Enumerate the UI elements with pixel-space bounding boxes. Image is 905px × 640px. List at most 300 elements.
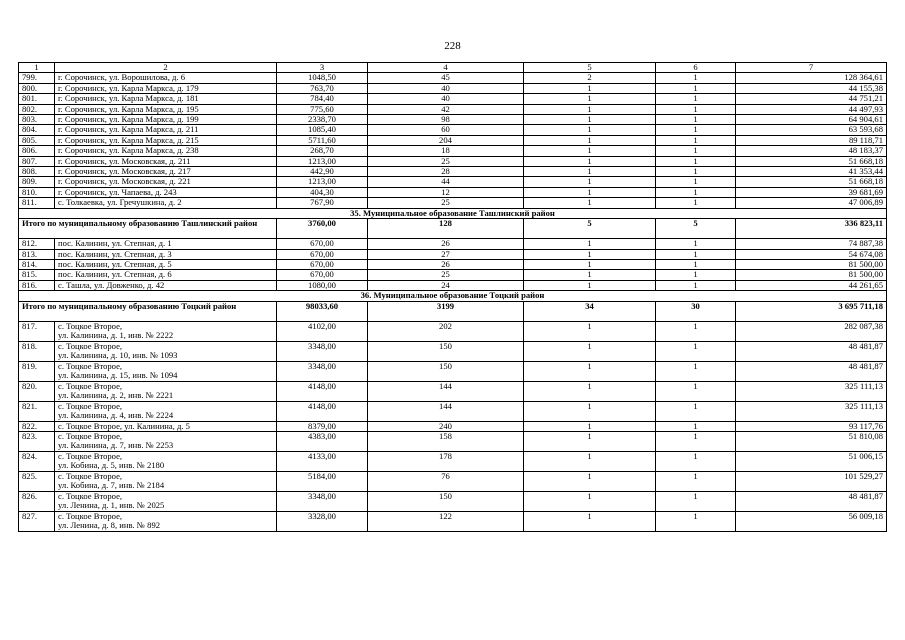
address-line: с. Толкаевка, ул. Гречушкина, д. 2 <box>58 197 182 208</box>
column-number: 4 <box>368 63 524 73</box>
col5-cell: 1 <box>524 146 656 156</box>
col5-cell: 1 <box>524 421 656 431</box>
address-line: пос. Калинин, ул. Степная, д. 3 <box>58 249 172 259</box>
col5-cell: 1 <box>524 239 656 249</box>
address-line: г. Сорочинск, ул. Ворошилова, д. 6 <box>58 72 186 83</box>
address-line: с. Ташла, ул. Довженко, д. 42 <box>58 280 165 290</box>
table-row <box>19 115 887 125</box>
col4-cell: 202 <box>368 321 524 341</box>
address-cell <box>55 381 277 401</box>
col5-cell: 1 <box>524 381 656 401</box>
col6-cell: 1 <box>656 249 736 259</box>
area-cell: 670,00 <box>277 270 368 280</box>
row-number: 816. <box>19 280 55 290</box>
col7-cell: 51 810,08 <box>736 431 887 451</box>
area-cell: 5184,00 <box>277 471 368 491</box>
total-label: Итого по муниципальному образованию Ташлинский район <box>19 219 277 239</box>
col7-cell: 64 904,61 <box>736 115 887 125</box>
row-number: 809. <box>19 177 55 187</box>
table-row <box>19 321 887 341</box>
col4-cell: 144 <box>368 381 524 401</box>
address-cell <box>55 73 277 83</box>
address-cell <box>55 270 277 280</box>
table-row <box>19 167 887 177</box>
col5-cell: 1 <box>524 198 656 208</box>
col7-cell: 51 668,18 <box>736 177 887 187</box>
col4-cell: 40 <box>368 83 524 93</box>
table-row <box>19 280 887 290</box>
row-number: 824. <box>19 451 55 471</box>
row-number: 805. <box>19 135 55 145</box>
row-number: 814. <box>19 259 55 269</box>
row-number: 815. <box>19 270 55 280</box>
address-line: г. Сорочинск, ул. Карла Маркса, д. 215 <box>58 135 199 145</box>
col4-cell: 150 <box>368 341 524 361</box>
row-number: 827. <box>19 511 55 531</box>
row-number: 822. <box>19 421 55 431</box>
col6-cell: 1 <box>656 341 736 361</box>
col5-cell: 1 <box>524 187 656 197</box>
address-cell <box>55 471 277 491</box>
address-line: ул. Калинина, д. 4, инв. № 2224 <box>58 409 174 420</box>
address-line: ул. Калинина, д. 2, инв. № 2221 <box>58 389 174 400</box>
col5-cell: 1 <box>524 321 656 341</box>
col7-cell: 48 183,37 <box>736 146 887 156</box>
table-row <box>19 249 887 259</box>
table-row <box>19 431 887 451</box>
row-number: 801. <box>19 94 55 104</box>
col7-cell: 63 593,68 <box>736 125 887 135</box>
address-line: с. Тоцкое Второе, ул. Калинина, д. 5 <box>58 421 190 431</box>
area-cell: 767,90 <box>277 198 368 208</box>
address-cell <box>55 156 277 166</box>
row-number: 818. <box>19 341 55 361</box>
address-line: г. Сорочинск, ул. Московская, д. 221 <box>58 176 191 187</box>
col4-cell: 28 <box>368 167 524 177</box>
row-number: 810. <box>19 187 55 197</box>
col6-cell: 1 <box>656 511 736 531</box>
address-cell <box>55 491 277 511</box>
col4-cell: 178 <box>368 451 524 471</box>
address-line: г. Сорочинск, ул. Карла Маркса, д. 211 <box>58 124 199 135</box>
address-cell <box>55 177 277 187</box>
address-line: ул. Ленина, д. 8, инв. № 892 <box>58 520 161 531</box>
address-line: г. Сорочинск, ул. Карла Маркса, д. 195 <box>58 104 199 114</box>
table-row <box>19 177 887 187</box>
col4-cell: 24 <box>368 280 524 290</box>
table-row <box>19 125 887 135</box>
col6-cell: 1 <box>656 280 736 290</box>
col5-cell: 1 <box>524 491 656 511</box>
area-cell: 4102,00 <box>277 321 368 341</box>
col6-cell: 1 <box>656 83 736 93</box>
col7-cell: 54 674,08 <box>736 249 887 259</box>
col6-cell: 1 <box>656 381 736 401</box>
address-cell <box>55 115 277 125</box>
col4-cell: 144 <box>368 401 524 421</box>
row-number: 825. <box>19 471 55 491</box>
address-cell <box>55 104 277 114</box>
column-number: 3 <box>277 63 368 73</box>
table-row <box>19 471 887 491</box>
area-cell: 775,60 <box>277 104 368 114</box>
total-col5: 34 <box>524 301 656 321</box>
col5-cell: 1 <box>524 115 656 125</box>
table-row <box>19 491 887 511</box>
col5-cell: 1 <box>524 249 656 259</box>
table-row <box>19 146 887 156</box>
row-number: 802. <box>19 104 55 114</box>
address-line: г. Сорочинск, ул. Карла Маркса, д. 199 <box>58 114 199 125</box>
col7-cell: 48 481,87 <box>736 361 887 381</box>
area-cell: 4133,00 <box>277 451 368 471</box>
col4-cell: 26 <box>368 259 524 269</box>
col6-cell: 1 <box>656 115 736 125</box>
col6-cell: 1 <box>656 270 736 280</box>
total-row <box>19 219 887 239</box>
address-line: г. Сорочинск, ул. Карла Маркса, д. 179 <box>58 83 199 93</box>
row-number: 804. <box>19 125 55 135</box>
row-number: 808. <box>19 167 55 177</box>
area-cell: 4148,00 <box>277 381 368 401</box>
col7-cell: 44 751,21 <box>736 94 887 104</box>
col7-cell: 47 006,89 <box>736 198 887 208</box>
column-number: 2 <box>55 63 277 73</box>
address-cell <box>55 94 277 104</box>
total-col4: 3199 <box>368 301 524 321</box>
col7-cell: 51 668,18 <box>736 156 887 166</box>
address-line: с. Тоцкое Второе, <box>58 471 123 481</box>
col5-cell: 2 <box>524 73 656 83</box>
col5-cell: 1 <box>524 471 656 491</box>
area-cell: 5711,60 <box>277 135 368 145</box>
col4-cell: 150 <box>368 361 524 381</box>
col5-cell: 1 <box>524 270 656 280</box>
col7-cell: 101 529,27 <box>736 471 887 491</box>
address-line: пос. Калинин, ул. Степная, д. 1 <box>58 238 172 249</box>
col6-cell: 1 <box>656 146 736 156</box>
area-cell: 8379,00 <box>277 421 368 431</box>
row-number: 800. <box>19 83 55 93</box>
area-cell: 3348,00 <box>277 341 368 361</box>
col4-cell: 18 <box>368 146 524 156</box>
col7-cell: 39 681,69 <box>736 187 887 197</box>
column-numbers-row <box>19 63 887 73</box>
address-line: г. Сорочинск, ул. Чапаева, д. 243 <box>58 187 177 197</box>
col4-cell: 25 <box>368 156 524 166</box>
col6-cell: 1 <box>656 94 736 104</box>
col7-cell: 89 118,71 <box>736 135 887 145</box>
address-cell <box>55 187 277 197</box>
col6-cell: 1 <box>656 451 736 471</box>
area-cell: 1213,00 <box>277 177 368 187</box>
col7-cell: 48 481,87 <box>736 341 887 361</box>
row-number: 806. <box>19 146 55 156</box>
area-cell: 3348,00 <box>277 491 368 511</box>
col5-cell: 1 <box>524 280 656 290</box>
address-line: ул. Кобина, д. 5, инв. № 2180 <box>58 460 165 471</box>
address-cell <box>55 341 277 361</box>
col7-cell: 44 261,65 <box>736 280 887 290</box>
col6-cell: 1 <box>656 125 736 135</box>
area-cell: 3348,00 <box>277 361 368 381</box>
table-row <box>19 135 887 145</box>
table-row <box>19 259 887 269</box>
area-cell: 3328,00 <box>277 511 368 531</box>
address-line: с. Тоцкое Второе, <box>58 361 123 371</box>
table-body <box>19 63 887 532</box>
total-col5: 5 <box>524 219 656 239</box>
col4-cell: 204 <box>368 135 524 145</box>
col5-cell: 1 <box>524 135 656 145</box>
address-cell <box>55 146 277 156</box>
col7-cell: 282 087,38 <box>736 321 887 341</box>
total-label: Итого по муниципальному образованию Тоцкий район <box>19 301 277 321</box>
section-title: 35. Муниципальное образование Ташлинский район <box>19 208 887 218</box>
col6-cell: 1 <box>656 167 736 177</box>
address-cell <box>55 431 277 451</box>
column-number: 5 <box>524 63 656 73</box>
col7-cell: 41 353,44 <box>736 167 887 177</box>
area-cell: 4148,00 <box>277 401 368 421</box>
table-row <box>19 83 887 93</box>
col6-cell: 1 <box>656 321 736 341</box>
address-cell <box>55 361 277 381</box>
col4-cell: 44 <box>368 177 524 187</box>
area-cell: 1048,50 <box>277 73 368 83</box>
col7-cell: 56 009,18 <box>736 511 887 531</box>
row-number: 817. <box>19 321 55 341</box>
area-cell: 268,70 <box>277 146 368 156</box>
address-line: с. Тоцкое Второе, <box>58 451 123 461</box>
col7-cell: 51 006,15 <box>736 451 887 471</box>
table-row <box>19 341 887 361</box>
col5-cell: 1 <box>524 94 656 104</box>
address-line: ул. Кобина, д. 7, инв. № 2184 <box>58 480 165 491</box>
table-row <box>19 73 887 83</box>
table-row <box>19 421 887 431</box>
address-cell <box>55 280 277 290</box>
table-row <box>19 156 887 166</box>
col4-cell: 60 <box>368 125 524 135</box>
col6-cell: 1 <box>656 239 736 249</box>
col4-cell: 122 <box>368 511 524 531</box>
total-area: 3760,00 <box>277 219 368 239</box>
address-line: г. Сорочинск, ул. Московская, д. 217 <box>58 166 191 177</box>
col5-cell: 1 <box>524 511 656 531</box>
section-heading-row <box>19 291 887 301</box>
row-number: 813. <box>19 249 55 259</box>
address-line: ул. Калинина, д. 7, инв. № 2253 <box>58 440 174 451</box>
page-number: 228 <box>444 40 461 52</box>
col5-cell: 1 <box>524 104 656 114</box>
area-cell: 4383,00 <box>277 431 368 451</box>
col6-cell: 1 <box>656 431 736 451</box>
address-cell <box>55 249 277 259</box>
col6-cell: 1 <box>656 361 736 381</box>
address-cell <box>55 511 277 531</box>
address-cell <box>55 259 277 269</box>
col5-cell: 1 <box>524 401 656 421</box>
table-row <box>19 381 887 401</box>
col5-cell: 1 <box>524 167 656 177</box>
col5-cell: 1 <box>524 451 656 471</box>
address-line: ул. Ленина, д. 1, инв. № 2025 <box>58 500 165 511</box>
area-cell: 670,00 <box>277 239 368 249</box>
col4-cell: 40 <box>368 94 524 104</box>
col6-cell: 1 <box>656 401 736 421</box>
col5-cell: 1 <box>524 83 656 93</box>
address-cell <box>55 125 277 135</box>
address-cell <box>55 421 277 431</box>
table-row <box>19 401 887 421</box>
total-col6: 30 <box>656 301 736 321</box>
col6-cell: 1 <box>656 156 736 166</box>
col6-cell: 1 <box>656 135 736 145</box>
total-area: 98033,60 <box>277 301 368 321</box>
row-number: 820. <box>19 381 55 401</box>
total-row <box>19 301 887 321</box>
table-row <box>19 361 887 381</box>
col7-cell: 74 887,38 <box>736 239 887 249</box>
row-number: 823. <box>19 431 55 451</box>
address-cell <box>55 451 277 471</box>
col7-cell: 81 500,00 <box>736 259 887 269</box>
area-cell: 1080,00 <box>277 280 368 290</box>
col6-cell: 1 <box>656 491 736 511</box>
col4-cell: 25 <box>368 198 524 208</box>
col7-cell: 93 117,76 <box>736 421 887 431</box>
address-cell <box>55 239 277 249</box>
table-row <box>19 270 887 280</box>
total-col7: 336 823,11 <box>736 219 887 239</box>
row-number: 826. <box>19 491 55 511</box>
area-cell: 442,90 <box>277 167 368 177</box>
area-cell: 404,30 <box>277 187 368 197</box>
col5-cell: 1 <box>524 361 656 381</box>
address-line: пос. Калинин, ул. Степная, д. 6 <box>58 269 172 280</box>
address-line: г. Сорочинск, ул. Карла Маркса, д. 238 <box>58 145 199 156</box>
col7-cell: 325 111,13 <box>736 381 887 401</box>
table-row <box>19 104 887 114</box>
address-line: ул. Калинина, д. 15, инв. № 1094 <box>58 369 178 380</box>
address-line: г. Сорочинск, ул. Московская, д. 211 <box>58 156 191 166</box>
area-cell: 1213,00 <box>277 156 368 166</box>
area-cell: 763,70 <box>277 83 368 93</box>
row-number: 803. <box>19 115 55 125</box>
section-heading-row <box>19 208 887 218</box>
address-line: с. Тоцкое Второе, <box>58 321 123 331</box>
col4-cell: 25 <box>368 270 524 280</box>
table-row <box>19 239 887 249</box>
address-line: ул. Калинина, д. 1, инв. № 2222 <box>58 329 174 340</box>
col4-cell: 27 <box>368 249 524 259</box>
address-line: с. Тоцкое Второе, <box>58 491 123 501</box>
col4-cell: 150 <box>368 491 524 511</box>
total-col7: 3 695 711,18 <box>736 301 887 321</box>
col4-cell: 98 <box>368 115 524 125</box>
row-number: 812. <box>19 239 55 249</box>
column-number: 7 <box>736 63 887 73</box>
table-row <box>19 451 887 471</box>
col5-cell: 1 <box>524 125 656 135</box>
address-line: с. Тоцкое Второе, <box>58 511 123 521</box>
register-table <box>18 62 887 532</box>
col7-cell: 44 155,38 <box>736 83 887 93</box>
col7-cell: 325 111,13 <box>736 401 887 421</box>
col5-cell: 1 <box>524 341 656 361</box>
row-number: 821. <box>19 401 55 421</box>
address-cell <box>55 401 277 421</box>
col4-cell: 42 <box>368 104 524 114</box>
col5-cell: 1 <box>524 259 656 269</box>
col6-cell: 1 <box>656 104 736 114</box>
table-row <box>19 198 887 208</box>
area-cell: 784,40 <box>277 94 368 104</box>
col4-cell: 76 <box>368 471 524 491</box>
column-number: 6 <box>656 63 736 73</box>
col5-cell: 1 <box>524 156 656 166</box>
row-number: 811. <box>19 198 55 208</box>
table-row <box>19 187 887 197</box>
area-cell: 670,00 <box>277 249 368 259</box>
address-cell <box>55 83 277 93</box>
col6-cell: 1 <box>656 471 736 491</box>
col6-cell: 1 <box>656 259 736 269</box>
col6-cell: 1 <box>656 187 736 197</box>
table-row <box>19 94 887 104</box>
col4-cell: 240 <box>368 421 524 431</box>
address-cell <box>55 135 277 145</box>
row-number: 799. <box>19 73 55 83</box>
row-number: 819. <box>19 361 55 381</box>
col6-cell: 1 <box>656 177 736 187</box>
address-line: ул. Калинина, д. 10, инв. № 1093 <box>58 349 178 360</box>
area-cell: 1085,40 <box>277 125 368 135</box>
column-number: 1 <box>19 63 55 73</box>
section-title: 36. Муниципальное образование Тоцкий район <box>19 291 887 301</box>
col4-cell: 45 <box>368 73 524 83</box>
address-cell <box>55 321 277 341</box>
col7-cell: 44 497,93 <box>736 104 887 114</box>
col7-cell: 48 481,87 <box>736 491 887 511</box>
col7-cell: 128 364,61 <box>736 73 887 83</box>
col6-cell: 1 <box>656 73 736 83</box>
address-line: с. Тоцкое Второе, <box>58 431 123 441</box>
col5-cell: 1 <box>524 431 656 451</box>
area-cell: 2338,70 <box>277 115 368 125</box>
address-line: г. Сорочинск, ул. Карла Маркса, д. 181 <box>58 93 199 104</box>
row-number: 807. <box>19 156 55 166</box>
address-line: с. Тоцкое Второе, <box>58 381 123 391</box>
col7-cell: 81 500,00 <box>736 270 887 280</box>
col4-cell: 12 <box>368 187 524 197</box>
total-col6: 5 <box>656 219 736 239</box>
col6-cell: 1 <box>656 421 736 431</box>
table-row <box>19 511 887 531</box>
address-line: пос. Калинин, ул. Степная, д. 5 <box>58 259 172 269</box>
col4-cell: 158 <box>368 431 524 451</box>
area-cell: 670,00 <box>277 259 368 269</box>
address-cell <box>55 167 277 177</box>
address-line: с. Тоцкое Второе, <box>58 401 123 411</box>
total-col4: 128 <box>368 219 524 239</box>
address-cell <box>55 198 277 208</box>
col5-cell: 1 <box>524 177 656 187</box>
address-line: с. Тоцкое Второе, <box>58 341 123 351</box>
col4-cell: 26 <box>368 239 524 249</box>
col6-cell: 1 <box>656 198 736 208</box>
